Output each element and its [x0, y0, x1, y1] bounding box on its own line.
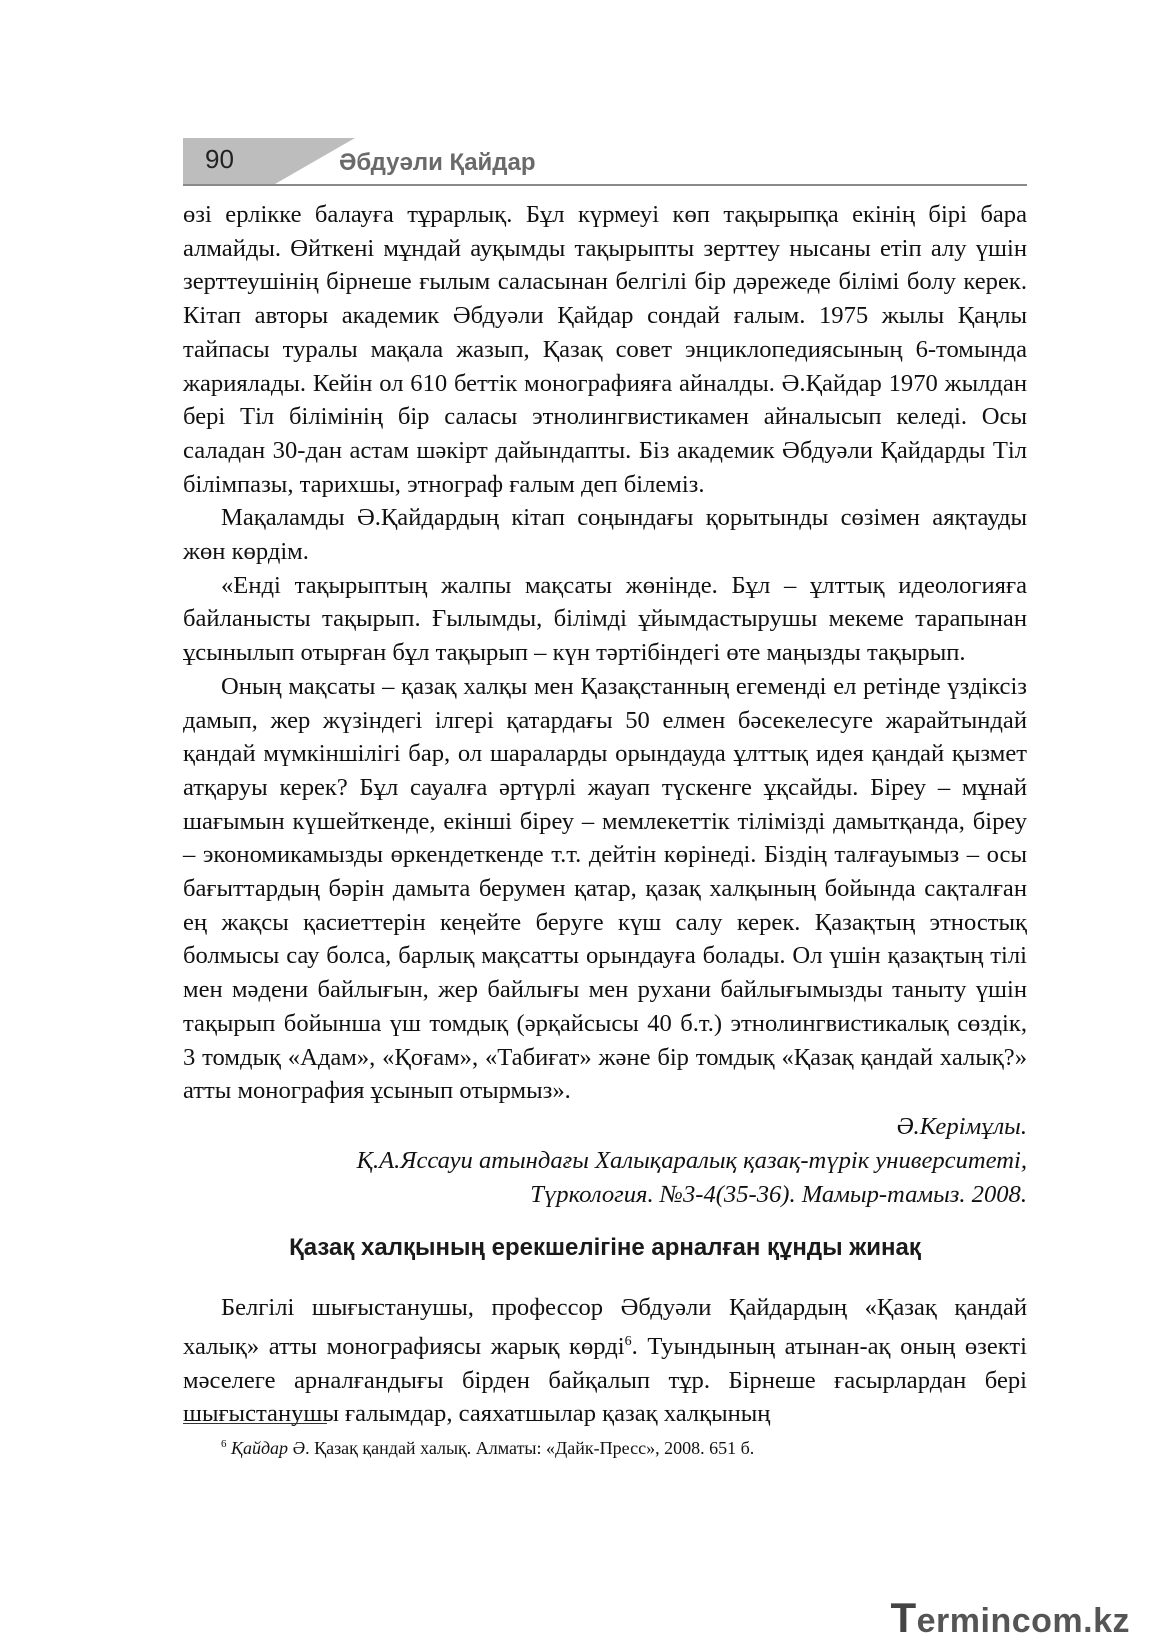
- paragraph-text: . Туындының атынан-ақ оның өзекті мәселеге арналғандығы бірден байқалып тұр. Бірнеше ғасырлардан бері шығыстанушы ғалымдар, саяхатшылар қазақ халқының: [183, 1332, 1027, 1428]
- paragraph: Мақаламды Ә.Қайдардың кітап соңындағы қорытынды сөзімен аяқтауды жөн көрдім.: [183, 504, 1027, 566]
- article-signature: [183, 1110, 1027, 1212]
- footnote-mark: 6: [221, 1438, 227, 1450]
- site-watermark: [890, 1594, 1130, 1642]
- header-rule: [183, 184, 1027, 186]
- article-body: [183, 198, 1027, 1108]
- paragraph-text: Белгілі шығыстанушы, профессор Әбдуәли Қайдардың «Қазақ қандай халық» атты монографиясы жарық көрді: [183, 1294, 1027, 1360]
- footnote-author: Қайдар Ә: [231, 1438, 306, 1458]
- signature-affiliation: Қ.А.Яссауи атындағы Халықаралық қазақ-түрік университеті,: [356, 1147, 1027, 1174]
- paragraph: [183, 1291, 1027, 1431]
- quote-paragraph: «Енді тақырыптың жалпы мақсаты жөнінде. Бұл – ұлттық идеологияға байланысты тақырып. Ғылымды, білімді ұйымдастырушы мекеме тарапынан ұсынылып отырған бұл тақырып – күн тәртібіндегі өте маңызды тақырып.: [183, 571, 1027, 667]
- footnote: [221, 1432, 1027, 1460]
- page-number: 90: [205, 144, 234, 174]
- signature-author: Ә.Керімұлы.: [896, 1113, 1027, 1140]
- footnote-separator: [183, 1423, 327, 1424]
- quote-paragraph: Оның мақсаты – қазақ халқы мен Қазақстанның егеменді ел ретінде үздіксіз дамып, жер жүзіндегі ілгері қатардағы 50 елмен бәсекелесуге жарайтындай қандай мүмкіншілігі бар, ол шараларды орындауда ұлттық идея қандай қызмет атқаруы керек? Бұл сауалға әртүрлі жауап түскенге ұқсайды. Біреу – мұнай шағымын күшейткенде, екінші біреу – мемлекеттік тілімізді дамытқанда, біреу – экономикамызды өркендеткенде т.т. дейтін көрінеді. Біздің талғауымыз – осы бағыттардың бәрін дамыта берумен қатар, қазақ халқының бойында сақталған ең жақсы қасиеттерін кеңейте беруге күш салу керек. Қазақтың этностық болмысы сау болса, барлық мақсатты орындауға болады. Ол үшін қазақтың тілі мен мәдени байлығын, жер байлығы мен рухани байлығымызды таныту үшін тақырып бойынша үш томдық (әрқайсысы 40 б.т.) этнолингвистикалық сөздік, 3 томдық «Адам», «Қоғам», «Табиғат» және бір томдық «Қазақ қандай халық?» атты монография ұсынып отырмыз».: [183, 672, 1027, 1105]
- running-header: [183, 138, 1027, 186]
- signature-source: Түркология. №3-4(35-36). Мамыр-тамыз. 2008.: [530, 1181, 1027, 1208]
- footnote-ref[interactable]: 6: [624, 1333, 632, 1349]
- watermark-initial: T: [890, 1594, 917, 1641]
- footnote-text: . Қазақ қандай халық. Алматы: «Дайк-Пресс», 2008. 651 б.: [305, 1438, 755, 1458]
- section-heading: Қазақ халқының ерекшелігіне арналған құнды жинақ: [289, 1234, 921, 1261]
- watermark-text: ermincom.kz: [916, 1602, 1130, 1640]
- section-body: [183, 1291, 1027, 1431]
- running-title: Әбдуәли Қайдар: [339, 149, 536, 176]
- paragraph-continued: өзі ерлікке балауға тұрарлық. Бұл күрмеуі көп тақырыпқа екінің бірі бара алмайды. Өйткені мұндай ауқымды тақырыпты зерттеу нысаны етіп алу үшін зерттеушінің бірнеше ғылым саласынан белгілі бір дәрежеде білімі болу керек. Кітап авторы академик Әбдуәли Қайдар сондай ғалым. 1975 жылы Қаңлы тайпасы туралы мақала жазып, Қазақ совет энциклопедиясының 6-томында жариялады. Кейін ол 610 беттік монографияға айналды. Ә.Қайдар 1970 жылдан бері Тіл білімінің бір саласы этнолингвистикамен айналысып келеді. Осы саладан 30-дан астам шәкірт дайындапты. Біз академик Әбдуәли Қайдарды Тіл білімпазы, тарихшы, этнограф ғалым деп білеміз.: [183, 201, 1027, 498]
